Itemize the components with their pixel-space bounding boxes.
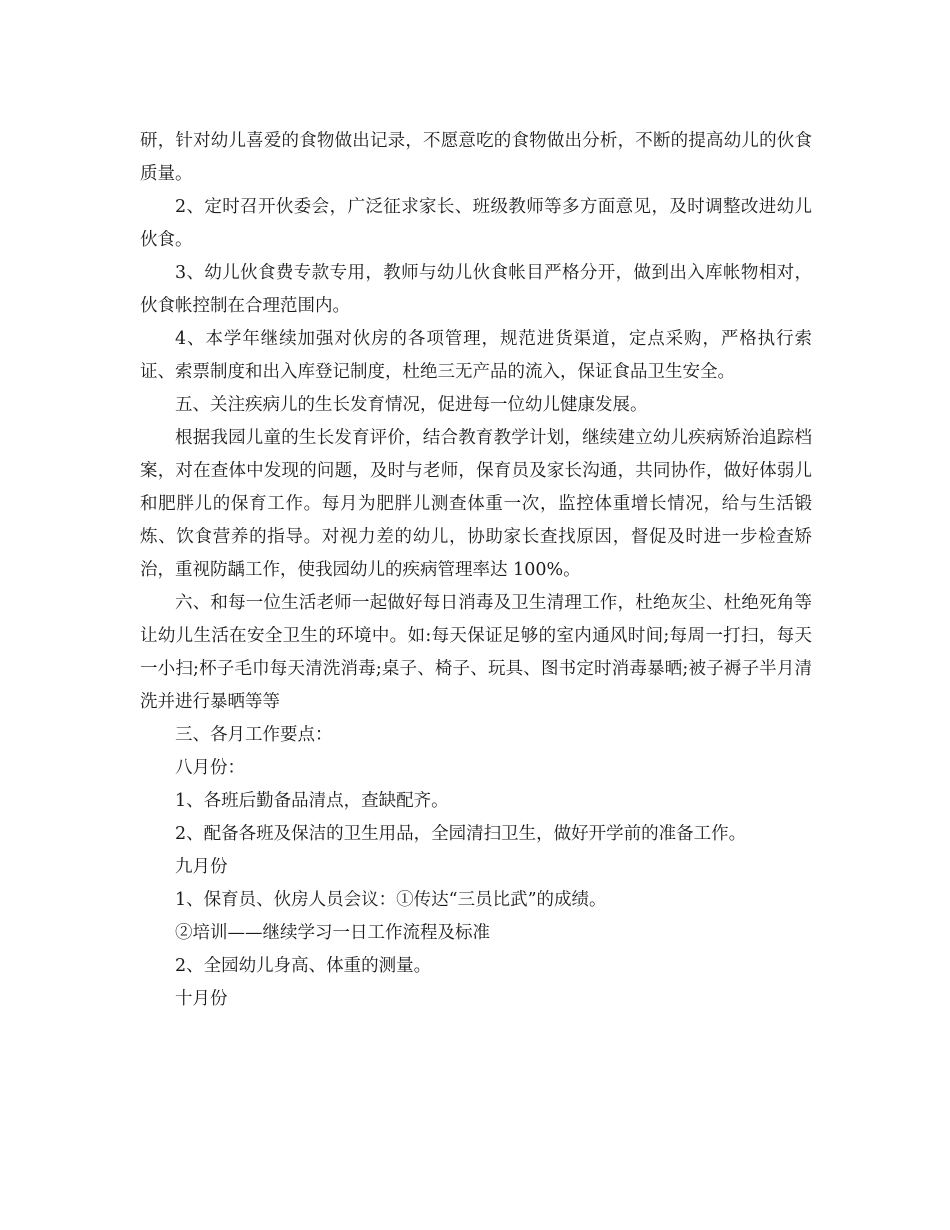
paragraph-hygiene: 六、和每一位生活老师一起做好每日消毒及卫生清理工作，杜绝灰尘、杜绝死角等让幼儿生活在安全卫生的环境中。如:每天保证足够的室内通风时间;每周一打扫，每天一小扫;杯子毛巾每天清洗消毒;桌子、椅子、玩具、图书定时消毒暴晒;被子褥子半月清洗并进行暴晒等等: [140, 593, 812, 712]
paragraph-continuation: 研，针对幼儿喜爱的食物做出记录，不愿意吃的食物做出分析，不断的提高幼儿的伙食质量。: [140, 131, 812, 184]
month-heading-october: 十月份: [175, 989, 228, 1009]
paragraph-item-3: 3、幼儿伙食费专款专用，教师与幼儿伙食帐目严格分开，做到出入库帐物相对，伙食帐控制在合理范围内。: [140, 263, 812, 316]
august-item-2: 2、配备各班及保洁的卫生用品，全园清扫卫生，做好开学前的准备工作。: [175, 824, 747, 844]
september-item-1: 1、保育员、伙房人员会议：①传达“三员比武”的成绩。: [175, 890, 607, 910]
section-heading-monthly: 三、各月工作要点：: [175, 725, 333, 745]
document-body: [140, 125, 812, 1016]
september-item-training: ②培训——继续学习一日工作流程及标准: [175, 923, 490, 943]
section-heading-5: 五、关注疾病儿的生长发育情况，促进每一位幼儿健康发展。: [175, 395, 648, 415]
paragraph-item-4: 4、本学年继续加强对伙房的各项管理，规范进货渠道，定点采购，严格执行索证、索票制度和出入库登记制度，杜绝三无产品的流入，保证食品卫生安全。: [140, 329, 812, 382]
september-item-2: 2、全园幼儿身高、体重的测量。: [175, 956, 432, 976]
month-heading-september: 九月份: [175, 857, 228, 877]
august-item-1: 1、各班后勤备品清点，查缺配齐。: [175, 791, 449, 811]
paragraph-health-tracking: 根据我园儿童的生长发育评价，结合教育教学计划，继续建立幼儿疾病矫治追踪档案，对在查体中发现的问题，及时与老师，保育员及家长沟通，共同协作，做好体弱儿和肥胖儿的保育工作。每月为肥胖儿测查体重一次，监控体重增长情况，给与生活锻炼、饮食营养的指导。对视力差的幼儿，协助家长查找原因，督促及时进一步检查矫治，重视防龋工作，使我园幼儿的疾病管理率达 100%。: [140, 428, 812, 580]
month-heading-august: 八月份：: [175, 758, 245, 778]
paragraph-item-2: 2、定时召开伙委会，广泛征求家长、班级教师等多方面意见，及时调整改进幼儿伙食。: [140, 197, 812, 250]
